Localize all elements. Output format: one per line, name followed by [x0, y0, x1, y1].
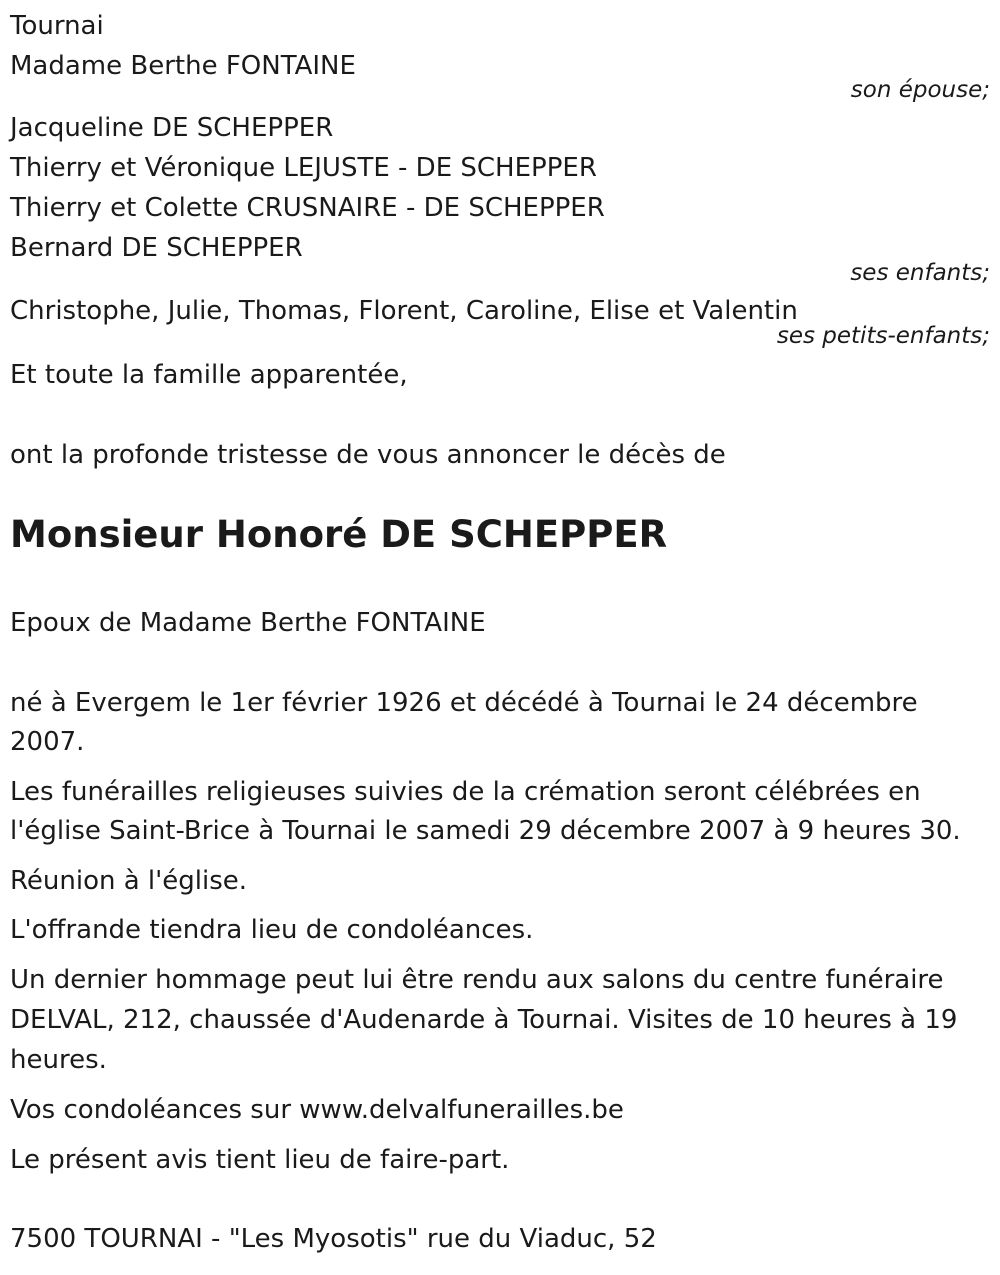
spouse-name: Madame Berthe FONTAINE — [10, 51, 356, 81]
condolences: Vos condoléances sur www.delvalfunerailles.be — [10, 1095, 624, 1125]
city: Tournai — [10, 11, 104, 41]
child-name: Thierry et Colette CRUSNAIRE - DE SCHEPPER — [10, 193, 605, 223]
meeting: Réunion à l'église. — [10, 866, 248, 896]
spouse-of: Epoux de Madame Berthe FONTAINE — [10, 608, 486, 638]
offering: L'offrande tiendra lieu de condoléances. — [10, 915, 534, 945]
funeral-line: Les funérailles religieuses suivies de la crémation seront célébrées en — [10, 777, 921, 807]
child-name: Bernard DE SCHEPPER — [10, 233, 303, 263]
birth-death-line: né à Evergem le 1er février 1926 et décédé à Tournai le 24 décembre — [10, 688, 918, 718]
spouse-role: son épouse; — [850, 77, 990, 103]
birth-death-line: 2007. — [10, 727, 85, 757]
announcement: ont la profonde tristesse de vous annoncer le décès de — [10, 440, 726, 470]
family-line: Et toute la famille apparentée, — [10, 360, 408, 390]
notice: Le présent avis tient lieu de faire-part. — [10, 1145, 510, 1175]
tribute-line: heures. — [10, 1045, 107, 1075]
grandchildren-role: ses petits-enfants; — [776, 323, 990, 349]
tribute-line: Un dernier hommage peut lui être rendu aux salons du centre funéraire — [10, 965, 944, 995]
child-name: Jacqueline DE SCHEPPER — [10, 113, 334, 143]
funeral-line: l'église Saint-Brice à Tournai le samedi 29 décembre 2007 à 9 heures 30. — [10, 816, 961, 846]
child-name: Thierry et Véronique LEJUSTE - DE SCHEPPER — [10, 153, 597, 183]
tribute-line: DELVAL, 212, chaussée d'Audenarde à Tournai. Visites de 10 heures à 19 — [10, 1005, 958, 1035]
deceased-name: Monsieur Honoré DE SCHEPPER — [10, 513, 668, 556]
children-role: ses enfants; — [850, 260, 990, 286]
address: 7500 TOURNAI - "Les Myosotis" rue du Viaduc, 52 — [10, 1224, 657, 1254]
grandchildren-names: Christophe, Julie, Thomas, Florent, Caroline, Elise et Valentin — [10, 296, 798, 326]
